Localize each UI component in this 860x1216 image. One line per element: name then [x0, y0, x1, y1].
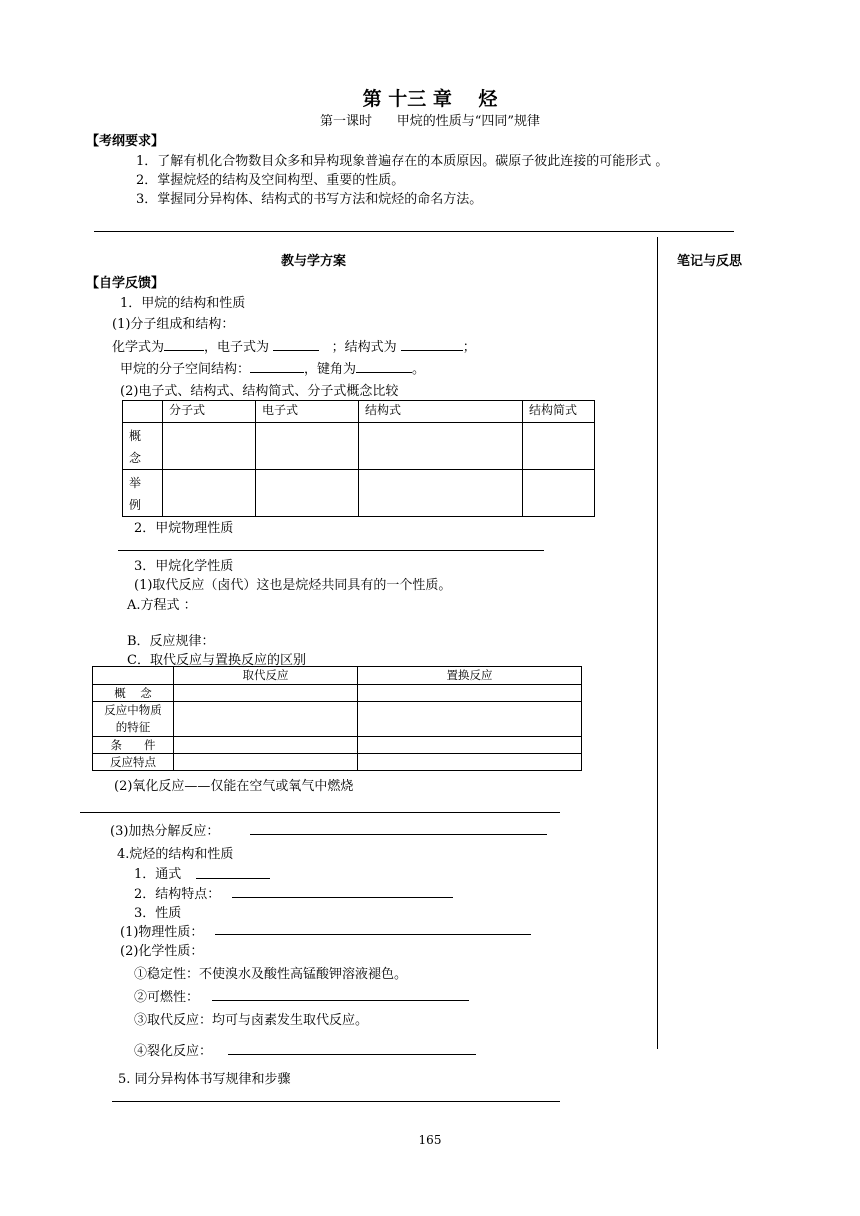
answer-line[interactable]: [196, 878, 270, 879]
answer-line[interactable]: [250, 834, 547, 835]
formula-blank[interactable]: [164, 338, 204, 351]
section-4-1: 1．通式: [134, 867, 182, 882]
structure-label: ；结构式为: [331, 340, 397, 355]
formula-label: 化学式为: [112, 340, 165, 355]
section-3-C: C．取代反应与置换反应的区别: [127, 653, 306, 668]
table-cell[interactable]: [174, 737, 358, 754]
row-label-concept: 概 念: [123, 423, 163, 470]
section-4-title: 4.烷烃的结构和性质: [117, 847, 234, 862]
table-header: 置换反应: [358, 667, 582, 685]
requirements-heading: 【考纲要求】: [86, 134, 165, 149]
row-label-example: 举 例: [123, 470, 163, 517]
section-2-title: 2．甲烷物理性质: [134, 521, 234, 536]
section-4-3: 3．性质: [134, 906, 182, 921]
spatial-line: [120, 358, 425, 377]
concept-comparison-table: [122, 400, 595, 517]
header-divider: [94, 231, 734, 232]
section-3-1: (1)取代反应（卤代）这也是烷烃共同具有的一个性质。: [134, 578, 452, 593]
table-header: 结构式: [359, 401, 523, 423]
reaction-comparison-table: [92, 666, 582, 771]
structure-blank[interactable]: [401, 338, 463, 351]
electron-blank[interactable]: [273, 338, 319, 351]
answer-line[interactable]: [112, 1101, 560, 1102]
table-cell[interactable]: [359, 423, 523, 470]
section-3-A: A.方程式 ：: [127, 598, 197, 613]
answer-line[interactable]: [215, 934, 531, 935]
section-4-3-1: (1)物理性质：: [120, 925, 204, 940]
table-cell[interactable]: [174, 702, 358, 737]
requirement-item: 3．掌握同分异构体、结构式的书写方法和烷烃的命名方法。: [136, 192, 483, 207]
page-number: 165: [418, 1133, 442, 1147]
section-4-3-2: (2)化学性质：: [120, 944, 204, 959]
table-cell[interactable]: [358, 685, 582, 702]
answer-line[interactable]: [232, 897, 453, 898]
electron-label: ，电子式为: [204, 340, 270, 355]
row-label: 反应中物质 的特征: [93, 702, 174, 737]
table-header: 取代反应: [174, 667, 358, 685]
section-3-title: 3．甲烷化学性质: [134, 559, 234, 574]
table-header: 分子式: [163, 401, 256, 423]
spatial-blank[interactable]: [250, 360, 304, 373]
answer-line[interactable]: [80, 812, 560, 813]
table-cell[interactable]: [358, 702, 582, 737]
table-header: [123, 401, 163, 423]
main-column-heading: 教与学方案: [281, 254, 347, 269]
angle-blank[interactable]: [356, 360, 412, 373]
row-label: 概 念: [93, 685, 174, 702]
answer-line[interactable]: [118, 550, 544, 551]
spatial-label: 甲烷的分子空间结构：: [120, 362, 251, 377]
row-label: 条 件: [93, 737, 174, 754]
notes-column-heading: 笔记与反思: [677, 254, 743, 269]
section-3-3: [110, 820, 219, 839]
table-cell[interactable]: [523, 423, 595, 470]
punctuation: ；: [462, 340, 476, 355]
self-study-heading: 【自学反馈】: [86, 276, 165, 291]
table-cell[interactable]: [359, 470, 523, 517]
section-1-1: (1)分子组成和结构：: [112, 317, 235, 332]
section-4-2: 2．结构特点：: [134, 887, 221, 902]
table-cell[interactable]: [163, 423, 256, 470]
table-cell[interactable]: [358, 754, 582, 771]
section-3-2: (2)氧化反应——仅能在空气或氧气中燃烧: [114, 779, 354, 794]
answer-line[interactable]: [212, 1000, 469, 1001]
chem-property: ④裂化反应：: [134, 1044, 213, 1059]
chem-property: ③取代反应：均可与卤素发生取代反应。: [134, 1013, 369, 1028]
requirement-item: 1．了解有机化合物数目众多和异构现象普遍存在的本质原因。碳原子彼此连接的可能形式 。: [136, 154, 669, 169]
answer-line[interactable]: [228, 1054, 476, 1055]
lesson-subtitle: 第一课时 甲烷的性质与“四同”规律: [319, 114, 541, 129]
table-header: 结构简式: [523, 401, 595, 423]
chem-property: ①稳定性：不使溴水及酸性高锰酸钾溶液褪色。: [134, 967, 408, 982]
section-3-3-label: (3)加热分解反应：: [110, 824, 220, 839]
section-1-2: (2)电子式、结构式、结构简式、分子式概念比较: [120, 384, 399, 399]
table-cell[interactable]: [523, 470, 595, 517]
punctuation: 。: [412, 362, 426, 377]
table-cell[interactable]: [358, 737, 582, 754]
table-cell[interactable]: [174, 754, 358, 771]
formula-line: [112, 336, 476, 355]
chapter-title: 第 十三 章 烃: [362, 88, 498, 110]
table-header: [93, 667, 174, 685]
table-header: 电子式: [256, 401, 359, 423]
section-3-B: B．反应规律：: [127, 634, 215, 649]
table-cell[interactable]: [256, 423, 359, 470]
section-5-title: 5. 同分异构体书写规律和步骤: [118, 1072, 291, 1087]
table-cell[interactable]: [256, 470, 359, 517]
section-1-title: 1．甲烷的结构和性质: [120, 296, 246, 311]
requirement-item: 2．掌握烷烃的结构及空间构型、重要的性质。: [136, 173, 405, 188]
table-cell[interactable]: [163, 470, 256, 517]
row-label: 反应特点: [93, 754, 174, 771]
table-cell[interactable]: [174, 685, 358, 702]
chem-property: ②可燃性：: [134, 990, 200, 1005]
angle-label: ，键角为: [304, 362, 357, 377]
column-divider: [657, 237, 658, 1049]
